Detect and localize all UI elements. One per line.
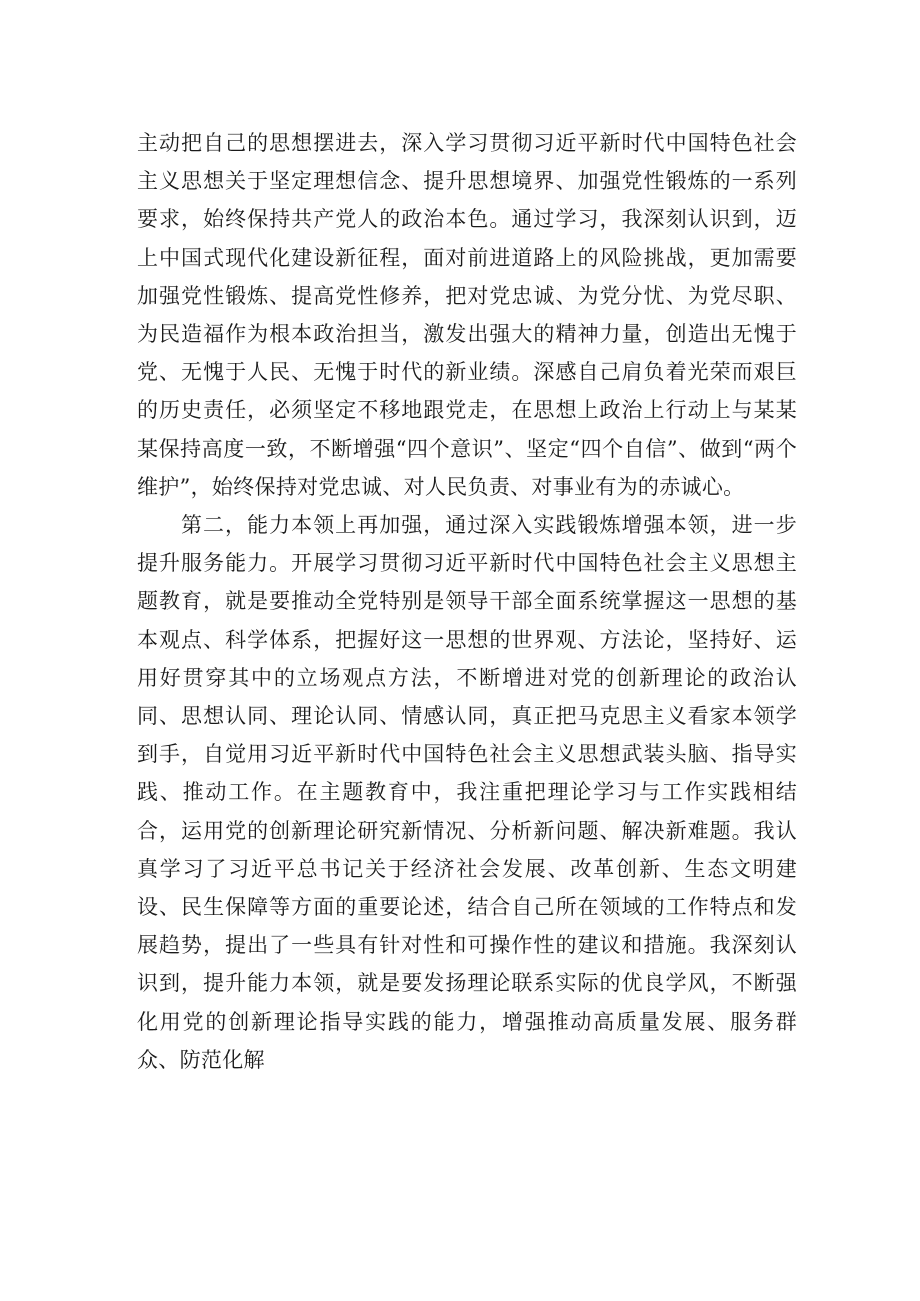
paragraph-section-two: 第二，能力本领上再加强，通过深入实践锻炼增强本领，进一步提升服务能力。开展学习贯彻习近平新时代中国特色社会主义思想主题教育，就是要推动全党特别是领导干部全面系统掌握这一思想的基本观点、科学体系，把握好这一思想的世界观、方法论，坚持好、运用好贯穿其中的立场观点方法，不断增进对党的创新理论的政治认同、思想认同、理论认同、情感认同，真正把马克思主义看家本领学到手，自觉用习近平新时代中国特色社会主义思想武装头脑、指导实践、推动工作。在主题教育中，我注重把理论学习与工作实践相结合，运用党的创新理论研究新情况、分析新问题、解决新难题。我认真学习了习近平总书记关于经济社会发展、改革创新、生态文明建设、民生保障等方面的重要论述，结合自己所在领域的工作特点和发展趋势，提出了一些具有针对性和可操作性的建议和措施。我深刻认识到，提升能力本领，就是要发扬理论联系实际的优良学风，不断强化用党的创新理论指导实践的能力，增强推动高质量发展、服务群众、防范化解: [137, 513, 797, 1072]
body-text: [137, 124, 797, 1079]
paragraph-continuation: 主动把自己的思想摆进去，深入学习贯彻习近平新时代中国特色社会主义思想关于坚定理想信念、提升思想境界、加强党性锻炼的一系列要求，始终保持共产党人的政治本色。通过学习，我深刻认识到，迈上中国式现代化建设新征程，面对前进道路上的风险挑战，更加需要加强党性锻炼、提高党性修养，把对党忠诚、为党分忧、为党尽职、为民造福作为根本政治担当，激发出强大的精神力量，创造出无愧于党、无愧于人民、无愧于时代的新业绩。深感自己肩负着光荣而艰巨的历史责任，必须坚定不移地跟党走，在思想上政治上行动上与某某某保持高度一致，不断增强“四个意识”、坚定“四个自信”、做到“两个维护”，始终保持对党忠诚、对人民负责、对事业有为的赤诚心。: [137, 131, 797, 499]
